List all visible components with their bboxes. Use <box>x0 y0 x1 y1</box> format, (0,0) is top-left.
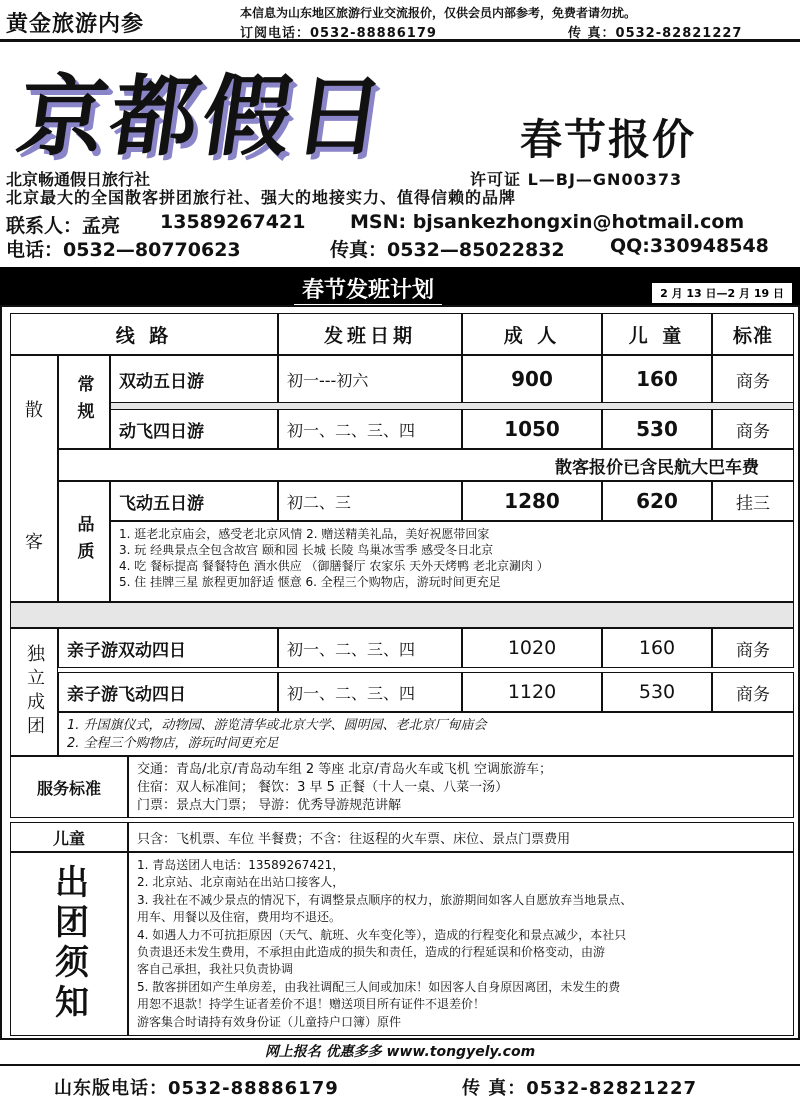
notice-line: 5. 散客拼团如产生单房差，由我社调配三人间或加床！如因客人自身原因离团，未发生的费 <box>137 979 621 994</box>
child-price: 620 <box>602 481 712 521</box>
route-name: 飞动五日游 <box>110 481 278 521</box>
standard-level: 商务 <box>712 355 794 403</box>
independent-label: 独立成团 <box>10 628 58 756</box>
header-child: 儿 童 <box>602 313 712 355</box>
header-route: 线 路 <box>10 313 278 355</box>
header-dates: 发班日期 <box>278 313 462 355</box>
independent-notes <box>58 712 794 756</box>
standard-level: 商务 <box>712 409 794 449</box>
route-name: 动飞四日游 <box>110 409 278 449</box>
adult-price: 1020 <box>462 628 602 668</box>
member-notice: 本信息为山东地区旅游行业交流报价，仅供会员内部参考，免费者请勿扰。 <box>240 6 637 20</box>
notice-line: 2. 北京站、北京南站在出站口接客人， <box>137 875 345 890</box>
route-name: 亲子游飞动四日 <box>58 672 278 712</box>
schedule-table <box>0 305 800 1040</box>
plan-title: 春节发班计划 <box>294 273 442 306</box>
notice-line: 用车、用餐以及住宿，费用均不退还。 <box>137 910 342 925</box>
service-line: 交通：青岛/北京/青岛动车组 2 等座 北京/青岛火车或飞机 空调旅游车； <box>137 762 552 777</box>
company-slogan: 北京最大的全国散客拼团旅行社、强大的地接实力、值得信赖的品牌 <box>6 188 517 207</box>
child-price: 530 <box>602 409 712 449</box>
note-line: 5. 住 挂牌三星 旅程更加舒适 惬意 6. 全程三个购物店，游玩时间更充足 <box>119 575 501 589</box>
notice-line: 4. 如遇人力不可抗拒原因（天气、航班、火车变化等），造成的行程变化和景点减少，本社只 <box>137 927 627 942</box>
quality-notes <box>110 521 794 602</box>
service-line: 住宿：双人标准间； 餐饮：3 早 5 正餐（十人一桌、八菜一汤） <box>137 780 509 795</box>
bottom-bar <box>0 1064 800 1100</box>
route-dates: 初一、二、三、四 <box>278 628 462 668</box>
adult-price: 900 <box>462 355 602 403</box>
quality-label: 品质 <box>58 481 110 602</box>
section-spacer <box>10 602 794 628</box>
msn-address: MSN: bjsankezhongxin@hotmail.com <box>350 211 745 233</box>
header-standard: 标准 <box>712 313 794 355</box>
standard-level: 商务 <box>712 628 794 668</box>
notice-line: 客自己承担，我社只负责协调 <box>137 962 294 977</box>
brand-title: 黄金旅游内参 <box>6 12 145 37</box>
child-policy: 只含：飞机票、车位 半餐费；不含：往返程的火车票、床位、景点门票费用 <box>128 822 794 852</box>
child-label: 儿童 <box>10 822 128 852</box>
route-dates: 初一、二、三、四 <box>278 672 462 712</box>
child-price: 530 <box>602 672 712 712</box>
route-dates: 初一---初六 <box>278 355 462 403</box>
note-line: 1. 升国旗仪式，动物园、游览清华或北京大学、圆明园、老北京厂甸庙会 <box>67 718 487 733</box>
adult-price: 1280 <box>462 481 602 521</box>
route-name: 双动五日游 <box>110 355 278 403</box>
note-line: 3. 玩 经典景点全包含故宫 颐和园 长城 长陵 鸟巢冰雪季 感受冬日北京 <box>119 543 494 557</box>
company-phone: 电话：0532—80770623 <box>6 239 241 261</box>
notice-line: 负责退还未发生费用，不承担由此造成的损失和责任，造成的行程延误和价格变动，由游 <box>137 945 606 960</box>
company-fax: 传真：0532—85022832 <box>330 239 565 261</box>
subscribe-phone: 订阅电话：0532-88886179 <box>240 26 437 41</box>
group-sanke <box>10 355 58 602</box>
company-qq: QQ:330948548 <box>610 235 769 257</box>
service-details <box>128 756 794 818</box>
regular-label: 常规 <box>58 355 110 449</box>
note-line: 4. 吃 餐标提高 餐餐特色 酒水供应 （御膳餐厅 农家乐 天外天烤鸭 老北京涮肉 ） <box>119 559 549 573</box>
adult-price: 1050 <box>462 409 602 449</box>
top-fax: 传 真：0532-82821227 <box>568 26 743 41</box>
footer-phone: 山东版电话：0532-88886179 <box>54 1078 339 1099</box>
note-line: 1. 逛老北京庙会，感受老北京风情 2. 赠送精美礼品，美好祝愿带回家 <box>119 527 490 541</box>
group-san-label: 散 <box>25 400 43 421</box>
child-price: 160 <box>602 355 712 403</box>
service-line: 门票：景点大门票； 导游：优秀导游规范讲解 <box>137 798 402 813</box>
license-number: 许可证 L—BJ—GN00373 <box>470 170 683 189</box>
plan-date-range: 2 月 13 日—2 月 19 日 <box>652 283 792 303</box>
contact-person: 联系人：孟亮 <box>6 215 121 237</box>
online-signup: 网上报名 优惠多多 www.tongyely.com <box>264 1044 536 1060</box>
route-name: 亲子游双动四日 <box>58 628 278 668</box>
notice-line: 3. 我社在不减少景点的情况下，有调整景点顺序的权力，旅游期间如客人自愿放弃当地景点、 <box>137 892 633 907</box>
contact-mobile: 13589267421 <box>160 211 306 233</box>
hero-title: 京都假日 <box>11 64 395 168</box>
adult-price: 1120 <box>462 672 602 712</box>
notice-details <box>128 852 794 1036</box>
standard-level: 挂三 <box>712 481 794 521</box>
standard-level: 商务 <box>712 672 794 712</box>
route-dates: 初一、二、三、四 <box>278 409 462 449</box>
plan-header <box>0 267 800 305</box>
header-adult: 成 人 <box>462 313 602 355</box>
service-label: 服务标准 <box>10 756 128 818</box>
group-ke-label: 客 <box>25 532 43 553</box>
route-dates: 初二、三 <box>278 481 462 521</box>
footer-fax: 传 真：0532-82821227 <box>462 1078 698 1099</box>
notice-line: 1. 青岛送团人电话：13589267421， <box>137 858 345 872</box>
notice-line: 游客集合时请持有效身份证（儿童持户口簿）原件 <box>137 1014 402 1029</box>
notice-label: 出团须知 <box>10 852 128 1036</box>
hero-subtitle: 春节报价 <box>520 115 697 164</box>
notice-line: 用恕不退款！持学生证者差价不退！赠送项目所有证件不退差价！ <box>137 997 486 1012</box>
top-bar <box>0 0 800 42</box>
company-name: 北京畅通假日旅行社 <box>6 170 151 189</box>
child-price: 160 <box>602 628 712 668</box>
price-note: 散客报价已含民航大巴车费 <box>58 449 794 481</box>
note-line: 2. 全程三个购物店，游玩时间更充足 <box>67 736 279 751</box>
hero-banner <box>0 45 800 168</box>
